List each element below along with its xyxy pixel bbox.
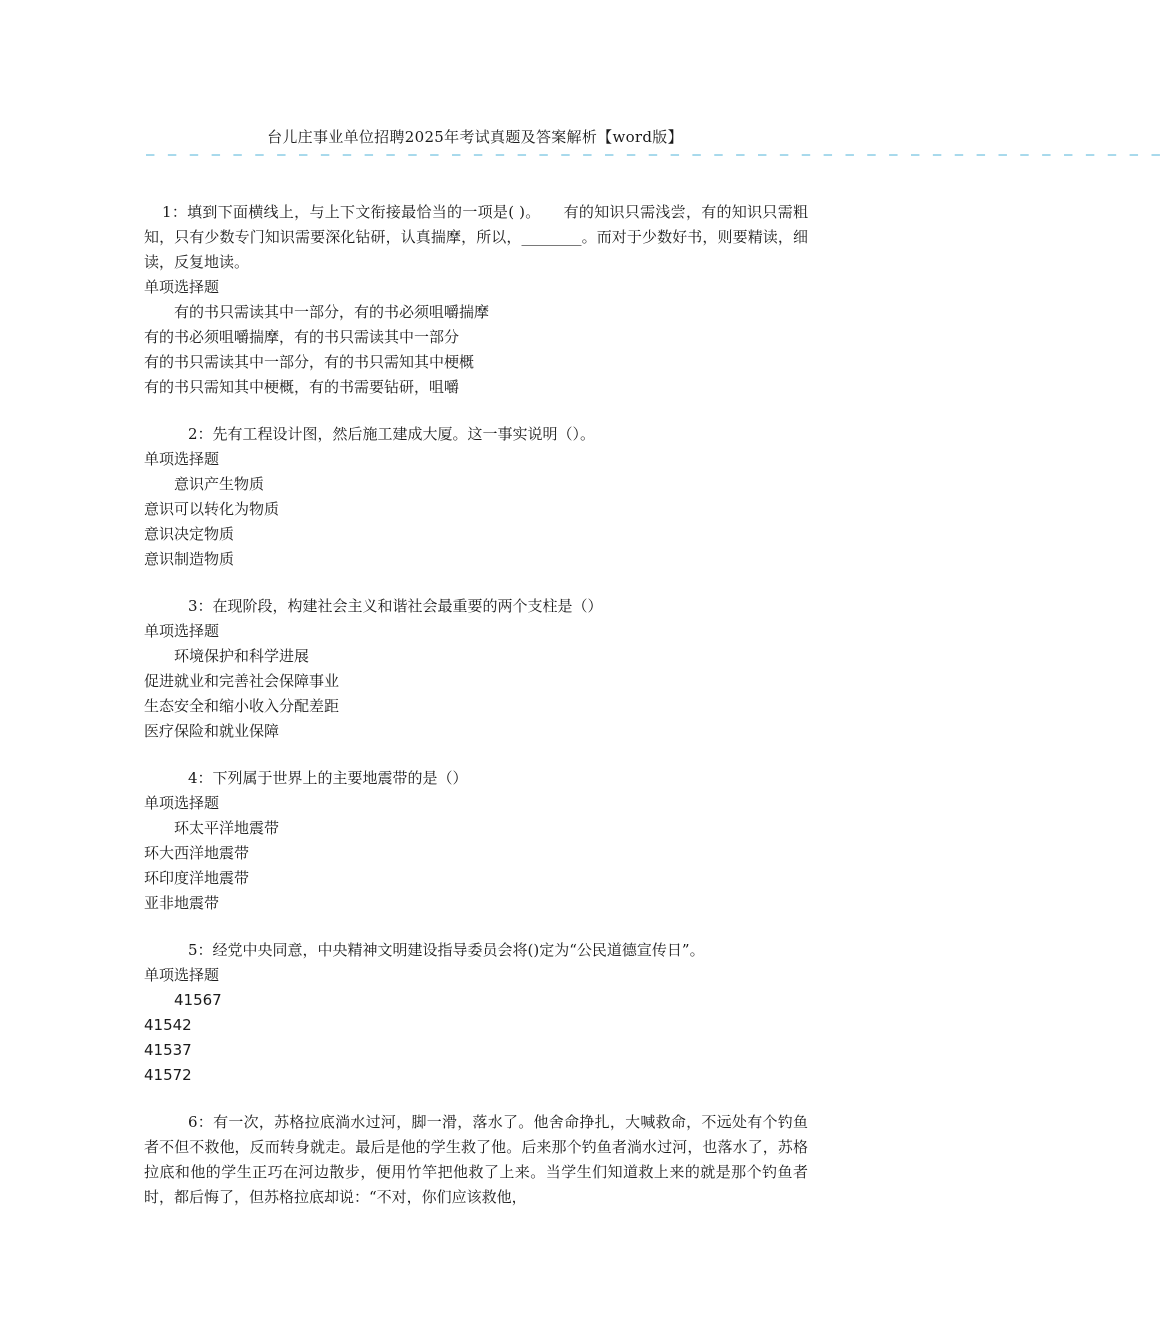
- document-body: [144, 200, 808, 1232]
- option-c: 环印度洋地震带: [144, 869, 250, 887]
- question-6: [144, 1110, 808, 1210]
- option-d: 医疗保险和就业保障: [144, 722, 280, 740]
- question-type: 单项选择题: [144, 278, 220, 296]
- question-5: [144, 938, 808, 1088]
- option-d: 亚非地震带: [144, 894, 220, 912]
- option-c: 意识决定物质: [144, 525, 235, 543]
- option-c: 41537: [144, 1041, 192, 1059]
- question-2: [144, 422, 808, 572]
- document-title: 台儿庄事业单位招聘2025年考试真题及答案解析【word版】: [267, 128, 683, 146]
- question-type: 单项选择题: [144, 966, 220, 984]
- question-stem: 1：填到下面横线上，与上下文衔接最恰当的一项是( )。 有的知识只需浅尝，有的知识只需粗知，只有少数专门知识需要深化钻研，认真揣摩，所以，________。而对于少数好书，则要精读，细读，反复地读。: [144, 203, 808, 271]
- question-3: [144, 594, 808, 744]
- option-b: 意识可以转化为物质: [144, 500, 280, 518]
- question-4: [144, 766, 808, 916]
- option-a: 环境保护和科学进展: [174, 647, 310, 665]
- option-a: 意识产生物质: [174, 475, 265, 493]
- question-stem: 5：经党中央同意，中央精神文明建设指导委员会将()定为“公民道德宣传日”。: [188, 941, 705, 959]
- question-type: 单项选择题: [144, 450, 220, 468]
- question-stem: 2：先有工程设计图，然后施工建成大厦。这一事实说明（）。: [188, 425, 596, 443]
- option-d: 意识制造物质: [144, 550, 235, 568]
- option-a: 环太平洋地震带: [174, 819, 280, 837]
- question-type: 单项选择题: [144, 622, 220, 640]
- option-b: 环大西洋地震带: [144, 844, 250, 862]
- question-stem: 6：有一次，苏格拉底淌水过河，脚一滑，落水了。他舍命挣扎，大喊救命，不远处有个钓鱼者不但不救他，反而转身就走。最后是他的学生救了他。后来那个钓鱼者淌水过河，也落水了，苏格拉底和他的学生正巧在河边散步，便用竹竿把他救了上来。当学生们知道救上来的就是那个钓鱼者时，都后悔了，但苏格拉底却说：“不对，你们应该救他，: [144, 1113, 808, 1206]
- question-type: 单项选择题: [144, 794, 220, 812]
- option-d: 41572: [144, 1066, 192, 1084]
- option-b: 41542: [144, 1016, 192, 1034]
- option-b: 有的书必须咀嚼揣摩，有的书只需读其中一部分: [144, 328, 460, 346]
- title-divider: — — — — — — — — — — — — — — — — — — — — — — — — — — — — — — — — — — — — — — — — — — — — — — —: [146, 147, 1162, 163]
- option-a: 有的书只需读其中一部分，有的书必须咀嚼揣摩: [174, 303, 490, 321]
- option-a: 41567: [174, 991, 222, 1009]
- option-c: 有的书只需读其中一部分，有的书只需知其中梗概: [144, 353, 475, 371]
- question-stem: 3：在现阶段，构建社会主义和谐社会最重要的两个支柱是（）: [188, 597, 603, 615]
- option-d: 有的书只需知其中梗概，有的书需要钻研，咀嚼: [144, 378, 460, 396]
- option-c: 生态安全和缩小收入分配差距: [144, 697, 340, 715]
- option-b: 促进就业和完善社会保障事业: [144, 672, 340, 690]
- question-stem: 4：下列属于世界上的主要地震带的是（）: [188, 769, 468, 787]
- question-1: [144, 200, 808, 400]
